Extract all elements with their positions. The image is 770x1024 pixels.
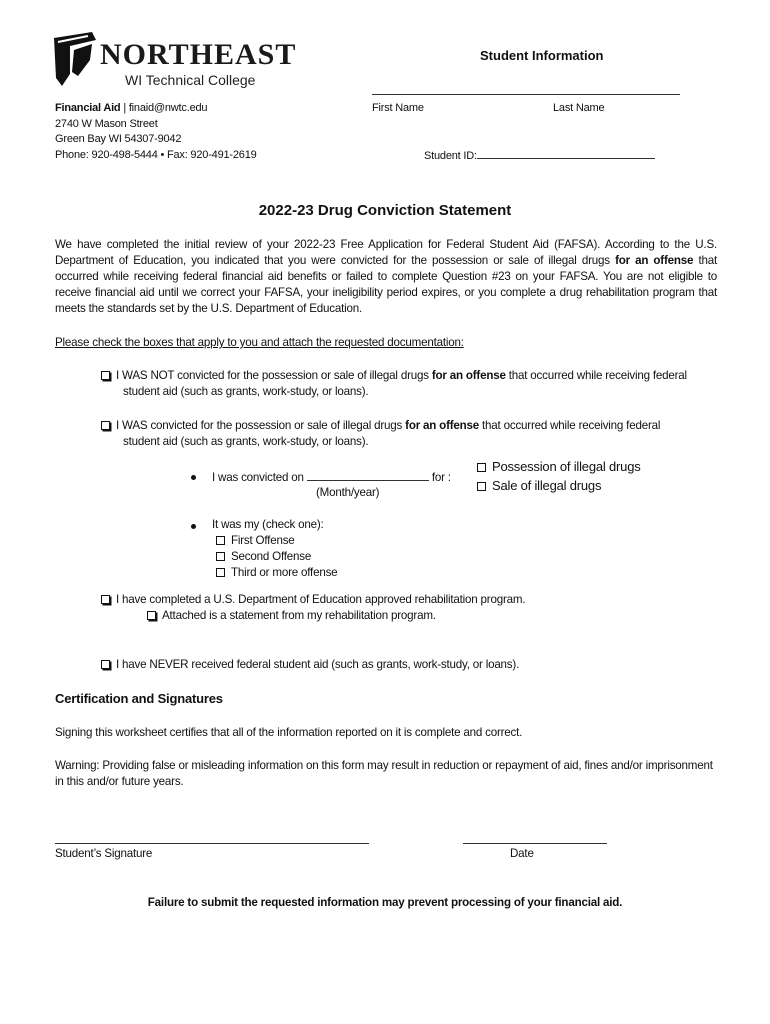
option-attached (147, 608, 436, 624)
college-logo (52, 30, 312, 92)
logo-subtitle: WI Technical College (125, 72, 256, 88)
date-input-line[interactable] (463, 843, 607, 844)
checkbox-first-offense[interactable] (216, 536, 225, 545)
signature-input-line[interactable] (55, 843, 369, 844)
convicted-on-row (212, 468, 451, 486)
contact-phone: Phone: 920-498-5444 • Fax: 920-491-2619 (55, 148, 257, 161)
checkbox-not-convicted[interactable] (101, 371, 110, 380)
sale-label: Sale of illegal drugs (492, 478, 602, 493)
second-offense-label: Second Offense (231, 550, 312, 563)
it-was-label: It was my (check one): (212, 518, 324, 531)
never-label: I have NEVER received federal student aid (such as grants, work-study, or loans). (116, 658, 520, 671)
offense-count-options (216, 533, 337, 581)
not-convicted-text-a: I WAS NOT convicted for the possession or sale of illegal drugs (116, 369, 432, 382)
convicted-text-a: I WAS convicted for the possession or sale of illegal drugs (116, 419, 406, 432)
option-rehab (101, 592, 525, 608)
intro-bold: for an offense (615, 254, 694, 267)
checkbox-possession[interactable] (477, 463, 486, 472)
option-convicted (101, 418, 660, 434)
student-id-input-line[interactable] (477, 147, 655, 159)
contact-email: | finaid@nwtc.edu (123, 102, 208, 114)
intro-text-1: We have completed the initial review of your 2022-23 Free Application for Federal Student Aid (FAFSA). According to the U.S. Department of Education, you indicated that you were convicted for the possession or sale of illegal drugs (55, 238, 717, 267)
checkbox-rehab[interactable] (101, 595, 110, 604)
contact-city: Green Bay WI 54307-9042 (55, 133, 182, 145)
option-not-convicted (101, 368, 687, 384)
bullet-it-was (191, 524, 196, 529)
checkbox-third-offense[interactable] (216, 568, 225, 577)
convicted-text-c: student aid (such as grants, work-study, or loans). (123, 435, 369, 448)
last-name-label: Last Name (553, 102, 605, 114)
convicted-bold: for an offense (405, 419, 480, 432)
name-input-line[interactable] (372, 94, 680, 95)
warning-text: Warning: Providing false or misleading information on this form may result in reduction or repayment of aid, fines and/or imprisonment in this and/or future years. (55, 759, 713, 788)
dept-name: Financial Aid (55, 102, 121, 114)
rehab-label: I have completed a U.S. Department of Education approved rehabilitation program. (116, 593, 526, 606)
option-never (101, 657, 519, 673)
certification-heading: Certification and Signatures (55, 691, 223, 706)
month-year-label: (Month/year) (316, 486, 380, 499)
not-convicted-bold: for an offense (431, 369, 506, 382)
third-offense-label: Third or more offense (231, 566, 338, 579)
student-info-title: Student Information (480, 48, 604, 63)
contact-block (55, 101, 257, 163)
signature-label: Student’s Signature (55, 847, 153, 860)
checkbox-convicted[interactable] (101, 421, 110, 430)
for-label: for : (431, 471, 451, 484)
checkbox-attached[interactable] (147, 611, 156, 620)
checkbox-sale[interactable] (477, 482, 486, 491)
student-id-label: Student ID: (424, 150, 477, 162)
intro-paragraph (55, 237, 717, 317)
document-title: 2022-23 Drug Conviction Statement (258, 202, 512, 219)
convicted-text-b: that occurred while receiving federal (479, 419, 661, 432)
checkbox-never[interactable] (101, 660, 110, 669)
logo-wordmark: NORTHEAST (100, 38, 297, 71)
student-id-field (424, 147, 655, 162)
certification-text: Signing this worksheet certifies that all of the information reported on it is complete and correct. (55, 726, 523, 739)
first-offense-label: First Offense (231, 534, 295, 547)
intro-text-2: that occurred while receiving federal financial aid benefits or failed to complete Question #23 on your FAFSA. You are not eligible to receive financial aid until we correct your FAFSA, your ineligibility period expires, or you complete a drug rehabilitation program that meets the standards set by the U.S. Department of Education. (55, 254, 717, 315)
contact-street: 2740 W Mason Street (55, 117, 158, 130)
not-convicted-text-c: student aid (such as grants, work-study, or loans). (123, 385, 369, 398)
attached-label: Attached is a statement from my rehabilitation program. (162, 609, 436, 622)
footer-notice: Failure to submit the requested information may prevent processing of your financial aid. (147, 896, 623, 909)
not-convicted-text-b: that occurred while receiving federal (505, 369, 687, 382)
offense-type-options (477, 457, 641, 495)
date-label: Date (510, 847, 534, 860)
conviction-date-input-line[interactable] (307, 468, 429, 481)
shield-logo-icon (52, 30, 98, 88)
convicted-on-label: I was convicted on (212, 471, 304, 484)
checkbox-second-offense[interactable] (216, 552, 225, 561)
instruction-text: Please check the boxes that apply to you and attach the requested documentation: (55, 336, 464, 349)
first-name-label: First Name (372, 102, 424, 114)
possession-label: Possession of illegal drugs (492, 459, 641, 474)
bullet-convicted-on (191, 475, 196, 480)
